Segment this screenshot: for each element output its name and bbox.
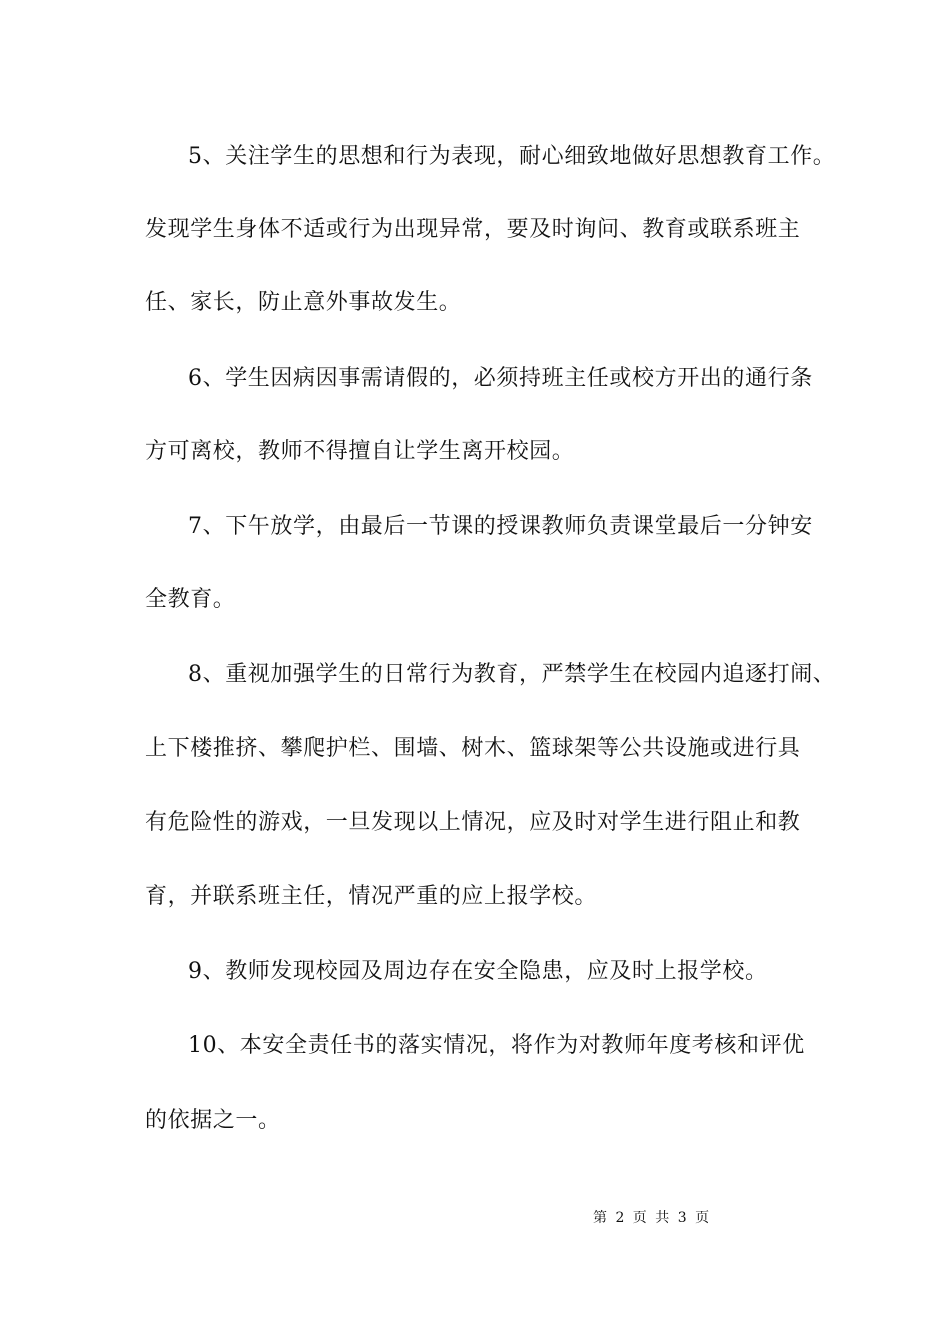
paragraph-6-line-2: 方可离校，教师不得擅自让学生离开校园。 [145, 439, 575, 464]
paragraph-6-line-1: 6、学生因病因事需请假的，必须持班主任或校方开出的通行条 [188, 366, 813, 391]
paragraph-8-line-2: 上下楼推挤、攀爬护栏、围墙、树木、篮球架等公共设施或进行具 [145, 736, 801, 761]
paragraph-8-line-3: 有危险性的游戏，一旦发现以上情况，应及时对学生进行阻止和教 [145, 810, 801, 835]
paragraph-10-line-1: 10、本安全责任书的落实情况，将作为对教师年度考核和评优 [188, 1033, 805, 1058]
paragraph-5-line-3: 任、家长，防止意外事故发生。 [145, 290, 462, 315]
paragraph-8-line-4: 育，并联系班主任，情况严重的应上报学校。 [145, 884, 598, 909]
paragraph-7-line-1: 7、下午放学，由最后一节课的授课教师负责课堂最后一分钟安 [188, 514, 813, 539]
paragraph-9-line-1: 9、教师发现校园及周边存在安全隐患，应及时上报学校。 [188, 959, 768, 984]
paragraph-5-line-1: 5、关注学生的思想和行为表现，耐心细致地做好思想教育工作。 [188, 144, 836, 169]
paragraph-7-line-2: 全教育。 [145, 587, 236, 612]
paragraph-5-line-2: 发现学生身体不适或行为出现异常，要及时询问、教育或联系班主 [145, 217, 801, 242]
paragraph-10-line-2: 的依据之一。 [145, 1108, 281, 1133]
page-number-footer: 第 2 页 共 3 页 [593, 1210, 712, 1226]
paragraph-8-line-1: 8、重视加强学生的日常行为教育，严禁学生在校园内追逐打闹、 [188, 662, 836, 687]
